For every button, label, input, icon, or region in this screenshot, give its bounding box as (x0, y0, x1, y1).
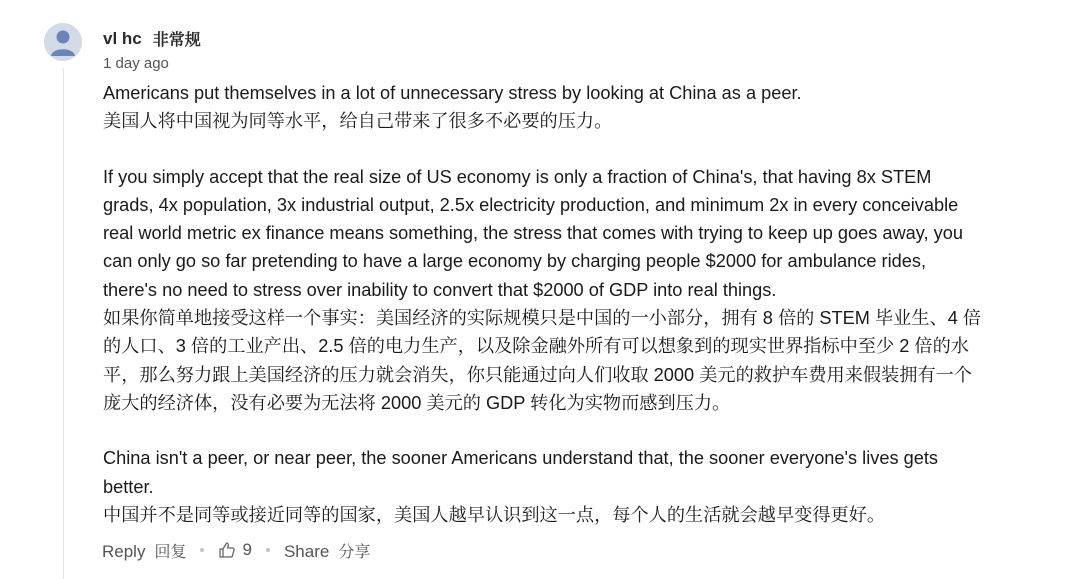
reply-button[interactable] (102, 539, 186, 562)
username[interactable]: vl hc (103, 28, 142, 48)
comment-body (103, 79, 983, 529)
paragraph-zh: 如果你简单地接受这样一个事实：美国经济的实际规模只是中国的一小部分，拥有 8 倍的 STEM 毕业生、4 倍的人口、3 倍的工业产出、2.5 倍的电力生产，以及除金融外所有可以想象到的现实世界指标中至少 2 倍的水平，那么努力跟上美国经济的压力就会消失，你只能通过向人们收取 2000 美元的救护车费用来假装拥有一个庞大的经济体，没有必要为无法将 2000 美元的 GDP 转化为实物而感到压力。 (103, 308, 982, 413)
user-tag: 非常规 (152, 32, 201, 49)
paragraph-en: If you simply accept that the real size of US economy is only a fraction of China's, that having 8x STEM grads, 4x population, 3x industrial output, 2.5x electricity production, and minimum 2x in every conceivable real world metric ex finance means something, the stress that comes with trying to keep up goes away, you can only go so far pretending to have a large economy by charging people $2000 for ambulance rides, there's no need to stress over inability to convert that $2000 of GDP into real things. (103, 166, 963, 300)
paragraph-en: Americans put themselves in a lot of unnecessary stress by looking at China as a peer. (103, 83, 802, 103)
comment-actions (102, 538, 370, 562)
comment-header (103, 27, 201, 50)
timestamp: 1 day ago (103, 55, 169, 72)
reply-label: Reply (102, 541, 146, 561)
separator-dot (266, 548, 270, 552)
avatar[interactable] (44, 23, 82, 61)
share-button[interactable] (284, 539, 370, 562)
thumbs-up-icon (218, 541, 236, 559)
like-count: 9 (242, 540, 252, 559)
thread-line (63, 68, 64, 579)
paragraph-zh: 美国人将中国视为同等水平，给自己带来了很多不必要的压力。 (103, 111, 613, 132)
like-button[interactable] (218, 540, 251, 560)
share-label-zh: 分享 (338, 543, 371, 561)
share-label: Share (283, 541, 330, 561)
separator-dot (200, 548, 204, 552)
paragraph-en: China isn't a peer, or near peer, the sooner Americans understand that, the sooner everyone's lives gets better. (103, 448, 938, 497)
user-icon (44, 23, 82, 61)
paragraph-zh: 中国并不是同等或接近同等的国家，美国人越早认识到这一点，每个人的生活就会越早变得更好。 (103, 504, 886, 525)
reply-label-zh: 回复 (154, 543, 187, 561)
